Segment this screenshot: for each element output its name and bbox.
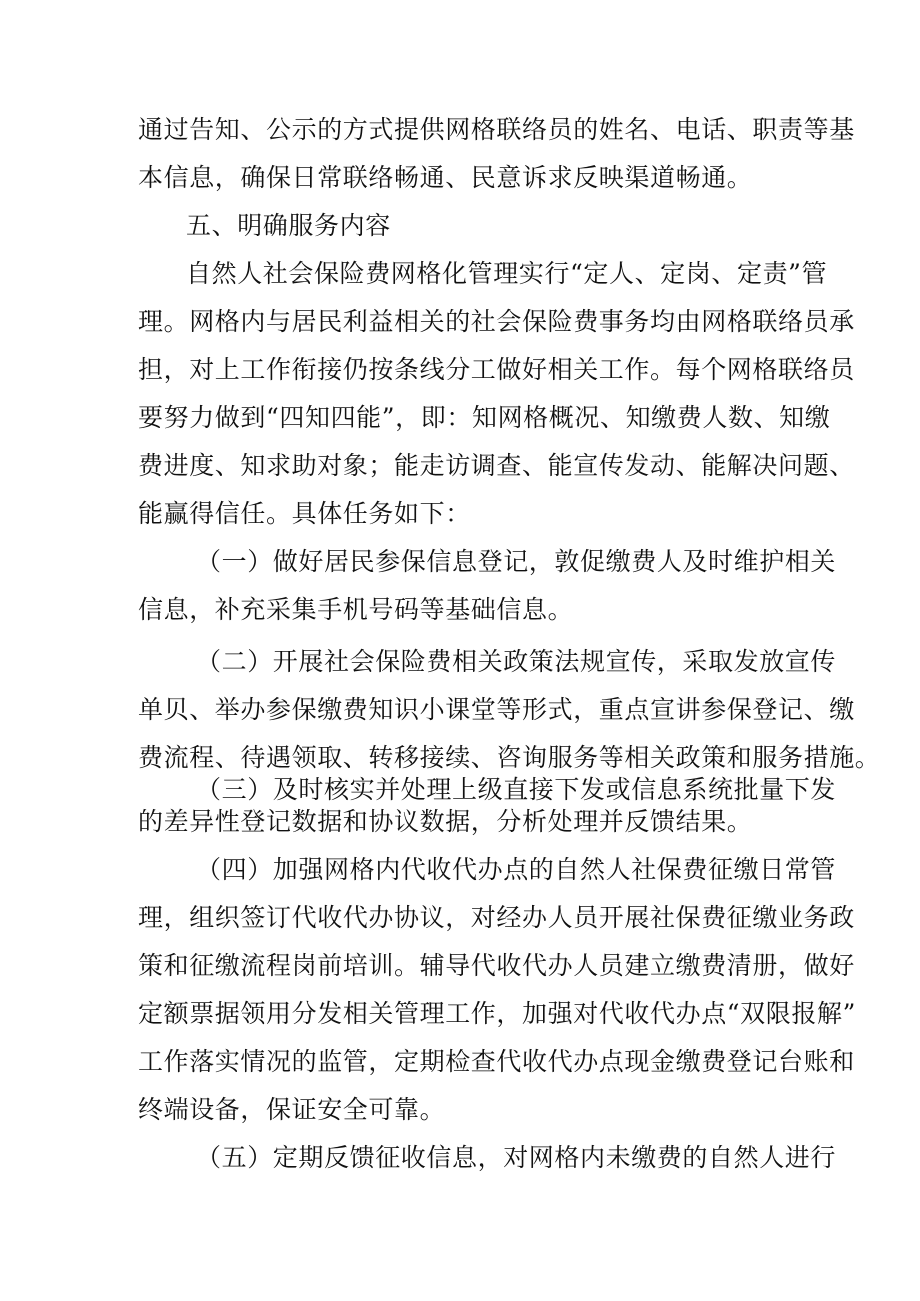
item-4-line: （四）加强网格内代收代办点的自然人社保费征缴日常管 (196, 855, 837, 884)
text-line: 要努力做到“四知四能”，即：知网格概况、知缴费人数、知缴 (138, 403, 831, 432)
text-line: 的差异性登记数据和协议数据，分析处理并反馈结果。 (138, 807, 753, 836)
text-line: 工作落实情况的监管，定期检查代收代办点现金缴费登记台账和 (138, 1047, 855, 1076)
text-line: 费进度、知求助对象；能走访调查、能宣传发动、能解决问题、 (138, 451, 855, 480)
text-line: 自然人社会保险费网格化管理实行“定人、定岗、定责”管 (186, 259, 828, 288)
section-heading: 五、明确服务内容 (186, 211, 391, 240)
item-1-line: （一）做好居民参保信息登记，敦促缴费人及时维护相关 (196, 547, 837, 576)
text-line: 定额票据领用分发相关管理工作，加强对代收代办点“双限报解” (138, 999, 856, 1028)
text-line: 费流程、待遇领取、转移接续、咨询服务等相关政策和服务措施。 (138, 743, 881, 772)
text-line: 理。网格内与居民利益相关的社会保险费事务均由网格联络员承 (138, 307, 855, 336)
text-line: 终端设备，保证安全可靠。 (138, 1095, 446, 1124)
text-line: 担，对上工作衔接仍按条线分工做好相关工作。每个网格联络员 (138, 355, 855, 384)
item-5-line: （五）定期反馈征收信息，对网格内未缴费的自然人进行 (196, 1143, 837, 1172)
text-line: 能赢得信任。具体任务如下： (138, 499, 471, 528)
text-line: 策和征缴流程岗前培训。辅导代收代办人员建立缴费清册，做好 (138, 951, 855, 980)
text-line: 本信息，确保日常联络畅通、民意诉求反映渠道畅通。 (138, 163, 753, 192)
item-3-line: （三）及时核实并处理上级直接下发或信息系统批量下发 (196, 775, 837, 804)
text-line: 通过告知、公示的方式提供网格联络员的姓名、电话、职责等基 (138, 115, 855, 144)
item-2-line: （二）开展社会保险费相关政策法规宣传，采取发放宣传 (196, 647, 837, 676)
text-line: 单贝、举办参保缴费知识小课堂等形式，重点宣讲参保登记、缴 (138, 695, 855, 724)
text-line: 理，组织签订代收代办协议，对经办人员开展社保费征缴业务政 (138, 903, 855, 932)
text-line: 信息，补充采集手机号码等基础信息。 (138, 595, 574, 624)
